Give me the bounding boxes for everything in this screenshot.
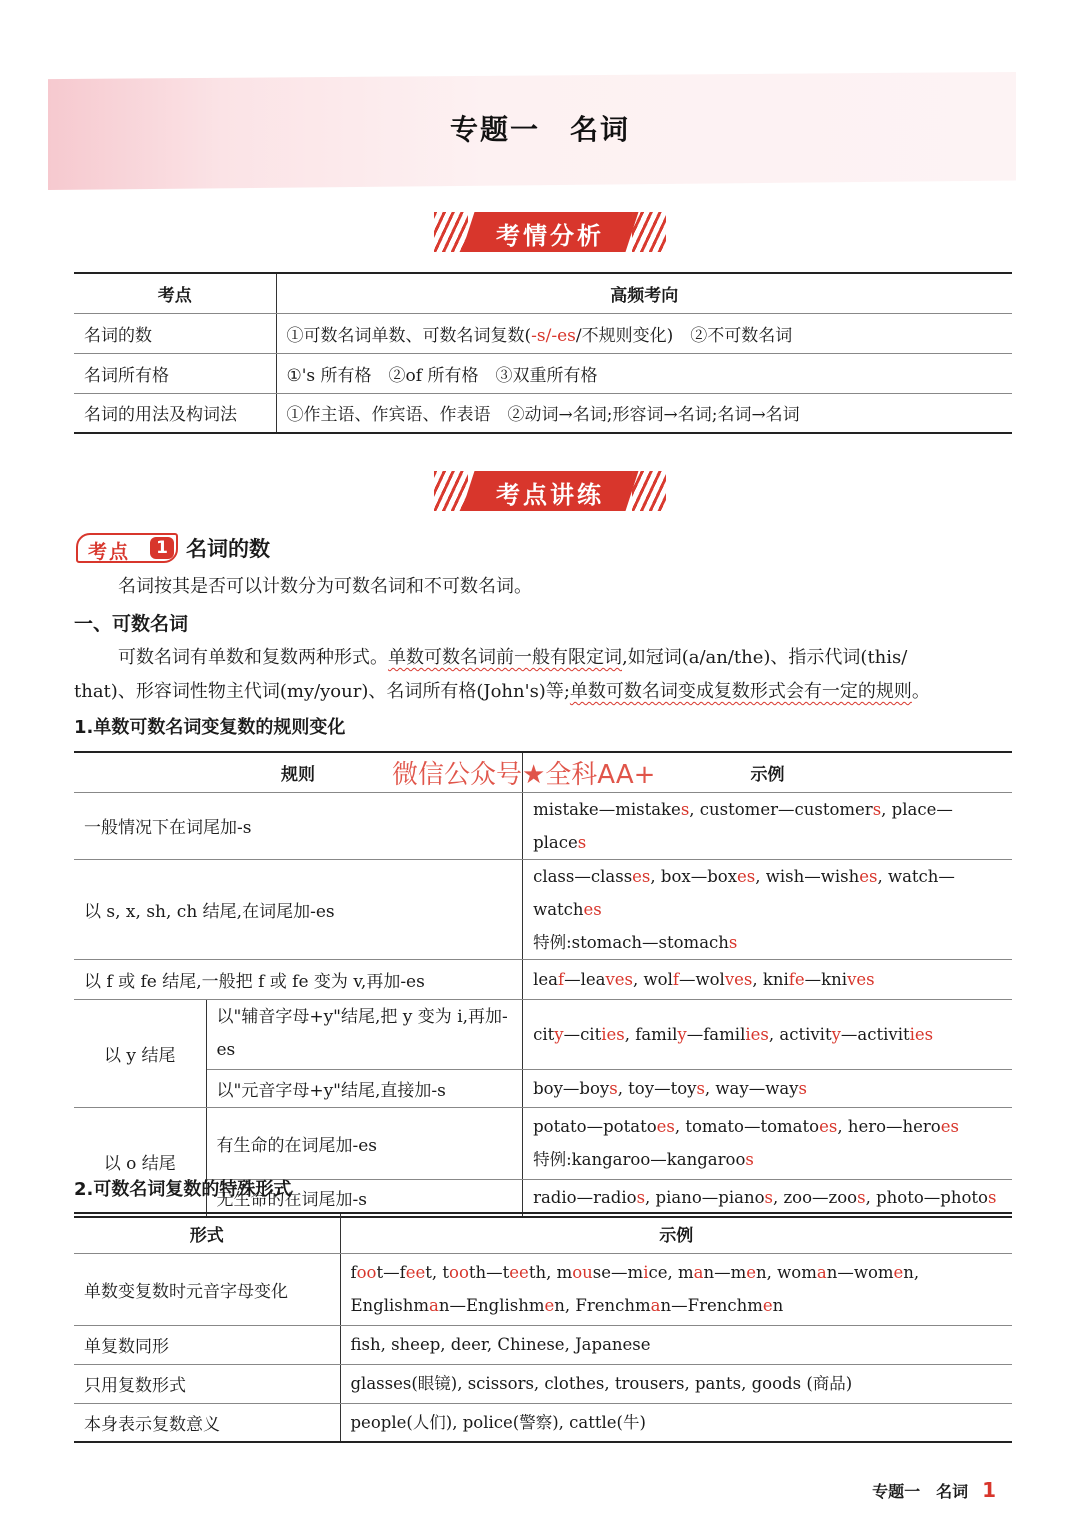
special-table [74, 1212, 1012, 1443]
para-text-emphasis: 单数可数名词前一般有限定词 [388, 647, 622, 668]
subsection-heading: 一、可数名词 [74, 613, 189, 635]
example-cell: people(人们), police(警察), cattle(牛) [340, 1403, 1012, 1442]
footer-text: 专题一 名词 [872, 1482, 969, 1501]
form-cell: 只用复数形式 [74, 1364, 340, 1403]
table-cell: 名词的用法及构词法 [74, 393, 276, 433]
table-row [74, 393, 1012, 433]
page-title: 专题一 名词 [449, 113, 630, 146]
section-ribbon-analysis [440, 212, 660, 252]
rule-cell: 以"辅音字母+y"结尾,把 y 变为 i,再加-es [206, 999, 523, 1069]
example-cell: mistake—mistakes, customer—customers, place—places [523, 792, 1012, 859]
cell-text-highlight: -s/-es [531, 325, 576, 346]
example-cell: leaf—leaves, wolf—wolves, knife—knives [523, 959, 1012, 999]
rule-heading: 1.单数可数名词变复数的规则变化 [74, 717, 346, 738]
column-header: 示例 [340, 1213, 1012, 1253]
table-row [74, 1403, 1012, 1442]
form-cell: 本身表示复数意义 [74, 1403, 340, 1442]
special-label: 特例: [533, 932, 572, 952]
rule-cell: 以"元音字母+y"结尾,直接加-s [206, 1069, 523, 1107]
example-cell: radio—radios, piano—pianos, zoo—zoos, photo—photos [523, 1179, 1012, 1217]
column-header: 规则 [74, 752, 523, 792]
page-number: 1 [982, 1478, 996, 1502]
para-text: 可数名词有单数和复数两种形式。 [118, 647, 388, 668]
cell-text: /不规则变化) ②不可数名词 [575, 325, 793, 346]
example-cell: glasses(眼镜), scissors, clothes, trousers, pants, goods (商品) [340, 1364, 1012, 1403]
column-header: 考点 [74, 273, 276, 313]
para-text: that)、形容词性物主代词(my/your)、名词所有格(John's)等; [74, 681, 570, 702]
rule-cell: 有生命的在词尾加-es [206, 1107, 523, 1179]
rule-cell: 一般情况下在词尾加-s [74, 792, 523, 859]
example-cell: class—classes, box—boxes, wish—wishes, watch—watches 特例:stomach—stomachs [523, 859, 1012, 959]
table-row [74, 959, 1012, 999]
table-row [74, 859, 1012, 959]
section-ribbon-practice [440, 471, 660, 511]
rule-cell: 以 f 或 fe 结尾,一般把 f 或 fe 变为 v,再加-es [74, 959, 523, 999]
example-cell: boy—boys, toy—toys, way—ways [523, 1069, 1012, 1107]
special-label: 特例: [533, 1150, 572, 1169]
table-header-row [74, 1213, 1012, 1253]
table-row [74, 1325, 1012, 1364]
table-row [74, 1069, 1012, 1107]
watermark-text: 微信公众号★全科AA+ [392, 760, 656, 790]
analysis-table [74, 272, 1012, 434]
table-row [74, 999, 1012, 1069]
kaodian-number-badge: 1 [150, 537, 174, 559]
form-cell: 单数变复数时元音字母变化 [74, 1253, 340, 1325]
section-label: 考点讲练 [496, 481, 604, 509]
form-cell: 单复数同形 [74, 1325, 340, 1364]
page-footer [872, 1478, 996, 1502]
cell-text: ①可数名词单数、可数名词复数( [286, 325, 532, 346]
table-row [74, 1364, 1012, 1403]
rule-group-cell: 以 y 结尾 [74, 999, 206, 1107]
table-cell [276, 313, 1012, 353]
table-cell: ①'s 所有格 ②of 所有格 ③双重所有格 [276, 353, 1012, 393]
kaodian-tag-label: 考点 [88, 541, 131, 563]
special-heading: 2.可数名词复数的特殊形式 [74, 1179, 292, 1200]
table-header-row [74, 273, 1012, 313]
table-row [74, 1253, 1012, 1325]
table-cell: 名词所有格 [74, 353, 276, 393]
rule-cell: 以 s, x, sh, ch 结尾,在词尾加-es [74, 859, 523, 959]
table-cell: 名词的数 [74, 313, 276, 353]
kaodian-title: 名词的数 [186, 537, 270, 561]
rule-group-cell: 以 o 结尾 [74, 1107, 206, 1217]
table-cell: ①作主语、作宾语、作表语 ②动词→名词;形容词→名词;名词→名词 [276, 393, 1012, 433]
para-text-emphasis: 单数可数名词变成复数形式会有一定的规则 [569, 681, 912, 702]
paragraph-line-1 [118, 641, 1012, 675]
example-cell: city—cities, family—families, activity—activities [523, 999, 1012, 1069]
section-label: 考情分析 [496, 222, 604, 250]
example-cell: foot—feet, tooth—teeth, mouse—mice, man—men, woman—women, Englishman—Englishmen, Frenchman—Frenchmen [340, 1253, 1012, 1325]
paragraph-line-2 [74, 675, 1014, 709]
column-header: 示例 [523, 752, 1012, 792]
para-text: ,如冠词(a/an/the)、指示代词(this/ [622, 647, 908, 668]
example-cell: potato—potatoes, tomato—tomatoes, hero—heroes 特例:kangaroo—kangaroos [523, 1107, 1012, 1179]
intro-paragraph: 名词按其是否可以计数分为可数名词和不可数名词。 [118, 576, 532, 597]
table-row [74, 792, 1012, 859]
kaodian-tag [76, 533, 178, 563]
example-cell: fish, sheep, deer, Chinese, Japanese [340, 1325, 1012, 1364]
table-row [74, 353, 1012, 393]
column-header: 高频考向 [276, 273, 1012, 313]
rule-table [74, 751, 1012, 1218]
table-row [74, 1107, 1012, 1179]
para-text: 。 [911, 681, 930, 702]
table-row [74, 313, 1012, 353]
column-header: 形式 [74, 1213, 340, 1253]
rule-cell: 无生命的在词尾加-s [206, 1179, 523, 1217]
